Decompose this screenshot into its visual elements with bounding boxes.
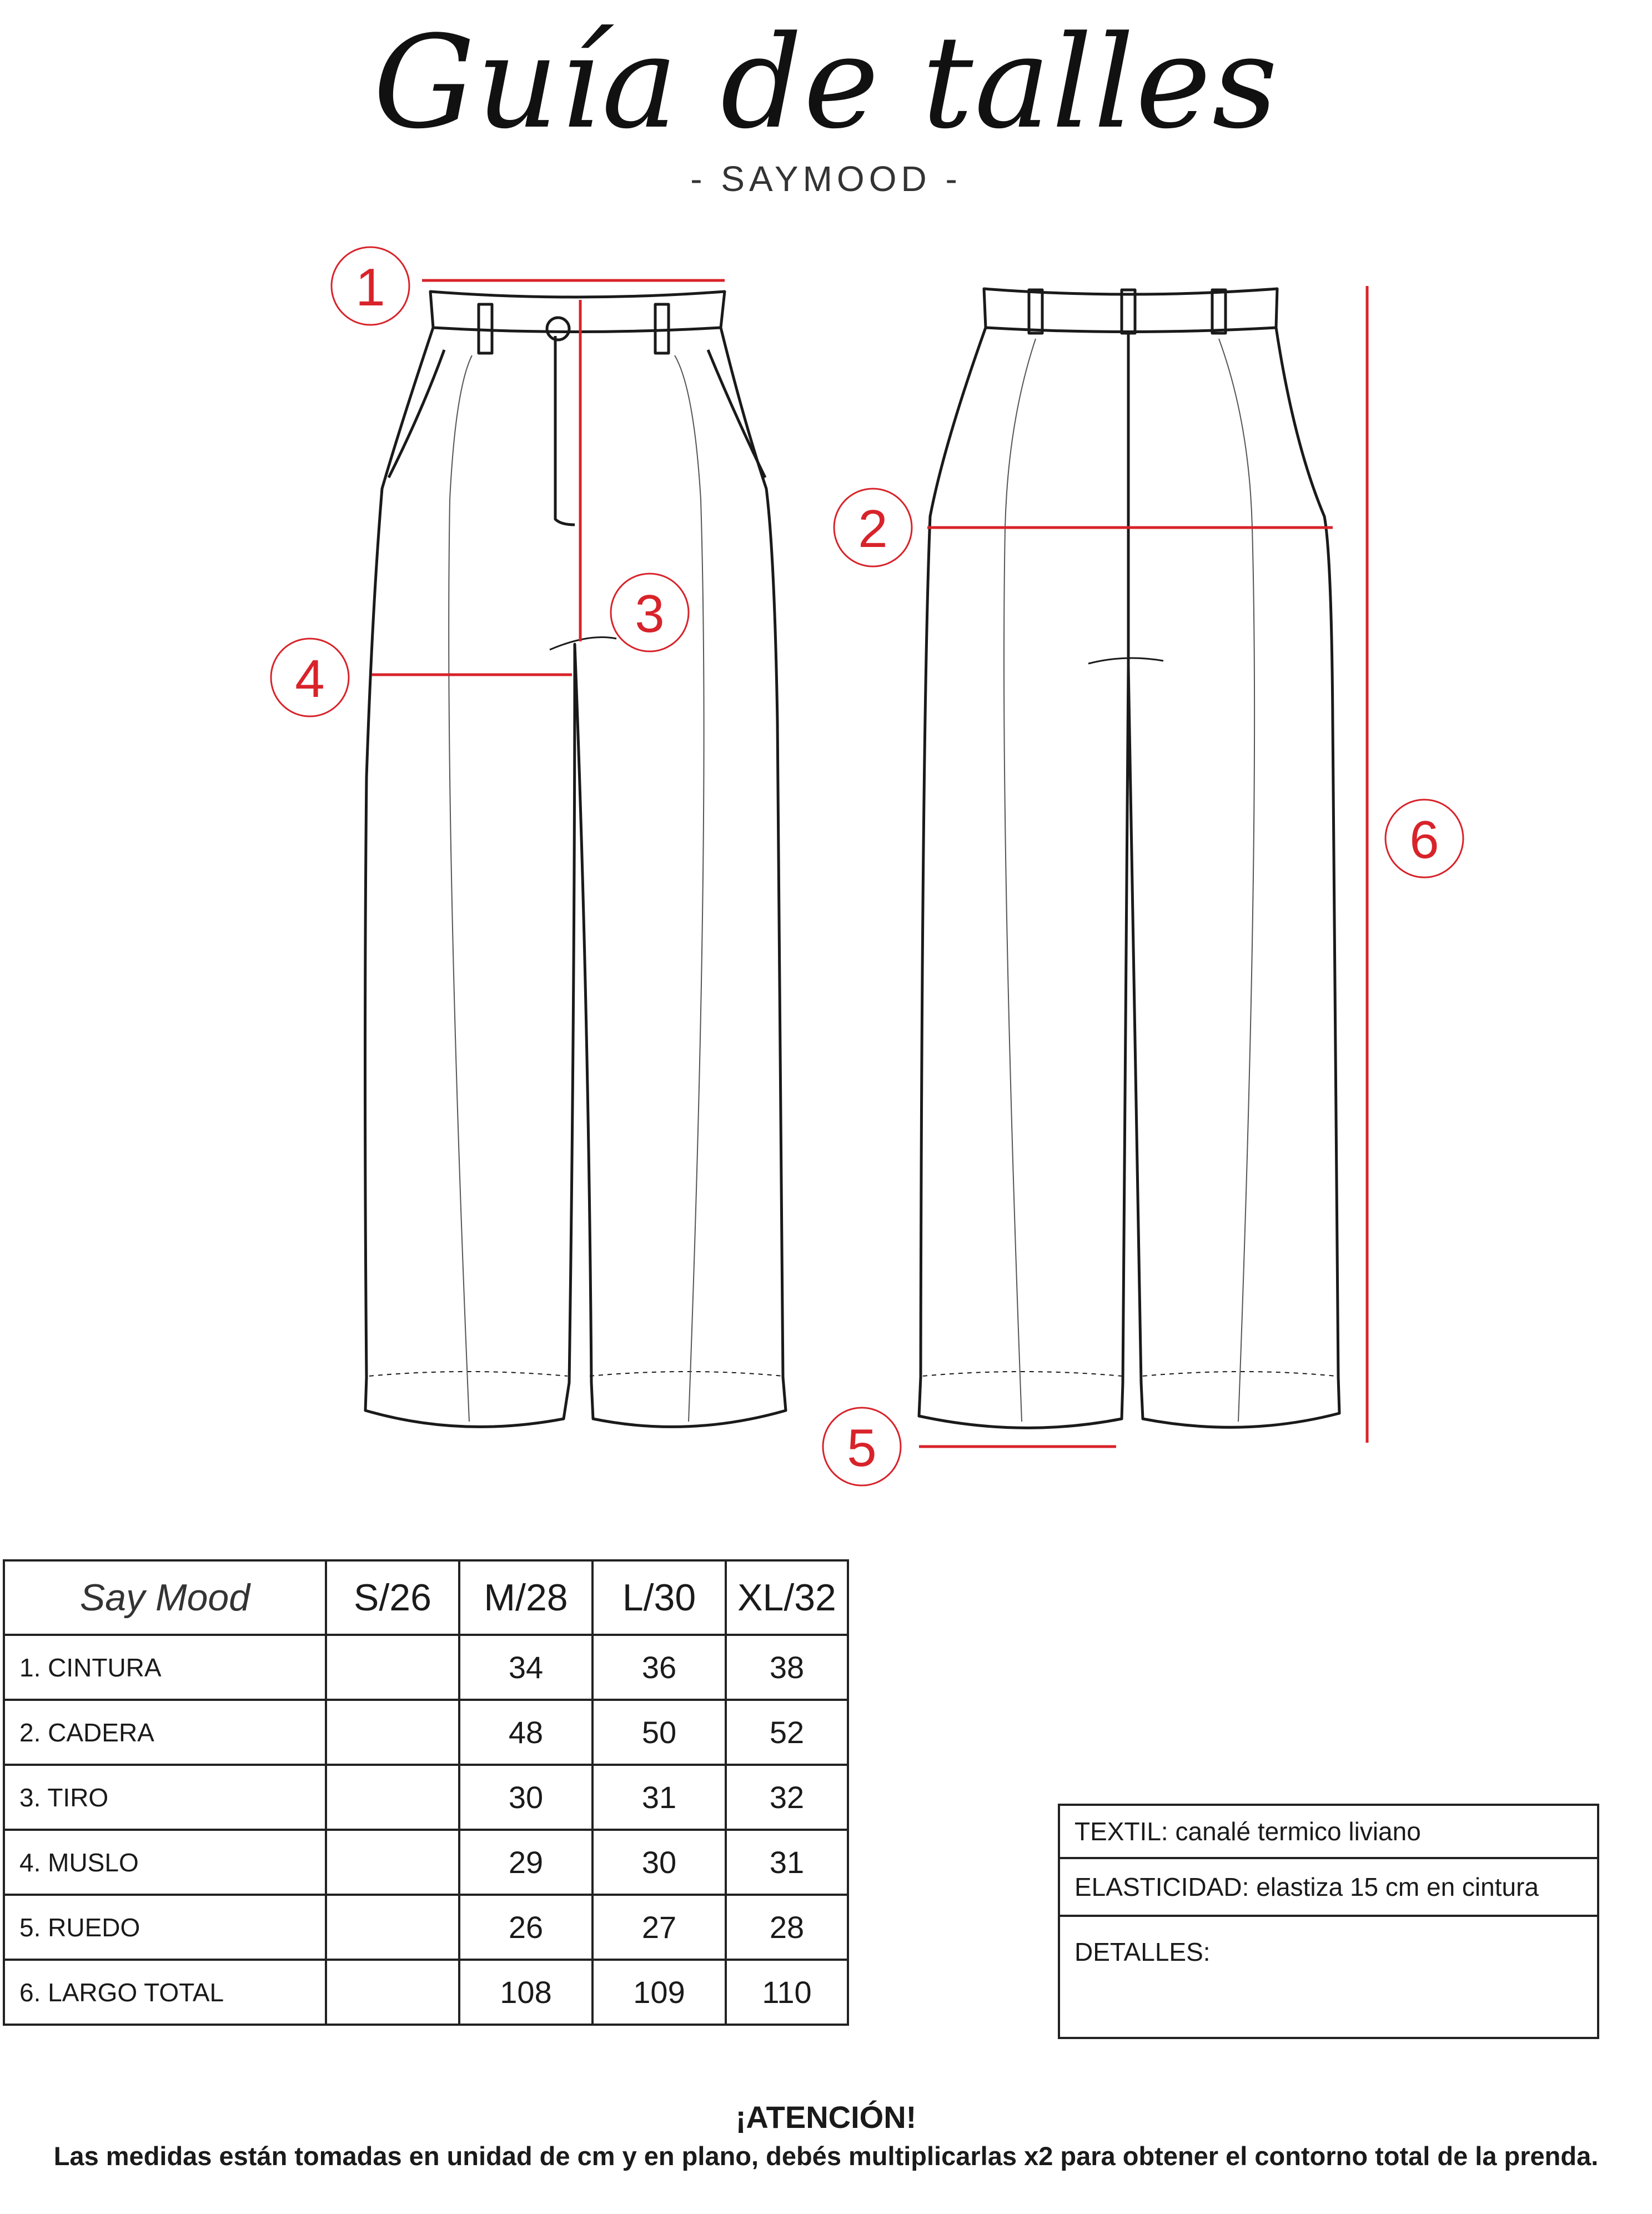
table-cell: 29 [459, 1830, 592, 1895]
table-row [1059, 1858, 1598, 1916]
table-cell: 30 [459, 1765, 592, 1830]
table-cell: 34 [459, 1635, 592, 1700]
table-cell: 110 [726, 1960, 848, 2025]
marker-3-label: 3 [635, 584, 665, 644]
size-column-header: XL/32 [726, 1560, 848, 1635]
table-cell: 50 [592, 1700, 726, 1765]
row-label: 4. MUSLO [4, 1830, 326, 1895]
size-column-header: M/28 [459, 1560, 592, 1635]
elasticity-info: ELASTICIDAD: elastiza 15 cm en cintura [1059, 1858, 1598, 1916]
notice-text: Las medidas están tomadas en unidad de cm y en plano, debés multiplicarlas x2 para obtener el contorno total de la prenda. [53, 2141, 1599, 2171]
table-cell [326, 1960, 459, 2025]
marker-6-label: 6 [1409, 810, 1439, 870]
table-row [1059, 1805, 1598, 1858]
table-row [4, 1635, 848, 1700]
pants-front-drawing [365, 292, 786, 1427]
table-row [4, 1960, 848, 2025]
table-cell [326, 1635, 459, 1700]
table-cell [326, 1830, 459, 1895]
table-cell [326, 1700, 459, 1765]
size-column-header: S/26 [326, 1560, 459, 1635]
table-row [4, 1895, 848, 1960]
table-cell: 31 [592, 1765, 726, 1830]
size-header-row [4, 1560, 848, 1635]
table-cell: 48 [459, 1700, 592, 1765]
table-row [1059, 1916, 1598, 2038]
table-row [4, 1700, 848, 1765]
table-cell: 26 [459, 1895, 592, 1960]
marker-1-label: 1 [355, 258, 385, 317]
table-cell: 38 [726, 1635, 848, 1700]
row-label: 3. TIRO [4, 1765, 326, 1830]
table-cell: 28 [726, 1895, 848, 1960]
size-column-header: L/30 [592, 1560, 726, 1635]
table-cell: 31 [726, 1830, 848, 1895]
brand-subtitle: - SAYMOOD - [690, 159, 962, 199]
fabric-info-table [1058, 1804, 1599, 2039]
page-title: Guía de talles [373, 9, 1279, 157]
table-cell [326, 1895, 459, 1960]
size-chart-table [3, 1559, 849, 2026]
brand-signature: Say Mood [4, 1560, 326, 1635]
row-label: 6. LARGO TOTAL [4, 1960, 326, 2025]
measurement-lines [372, 280, 1367, 1447]
table-cell: 32 [726, 1765, 848, 1830]
table-cell: 27 [592, 1895, 726, 1960]
table-row [4, 1830, 848, 1895]
notice-title: ¡ATENCIÓN! [735, 2100, 917, 2135]
pants-back-drawing [919, 289, 1339, 1428]
table-cell: 108 [459, 1960, 592, 2025]
row-label: 2. CADERA [4, 1700, 326, 1765]
details-info: DETALLES: [1059, 1916, 1598, 2038]
marker-4-label: 4 [295, 649, 325, 709]
marker-2-label: 2 [858, 499, 888, 559]
table-cell: 109 [592, 1960, 726, 2025]
table-cell [326, 1765, 459, 1830]
table-cell: 36 [592, 1635, 726, 1700]
marker-5-label: 5 [847, 1418, 877, 1478]
row-label: 5. RUEDO [4, 1895, 326, 1960]
textil-info: TEXTIL: canalé termico liviano [1059, 1805, 1598, 1858]
table-cell: 30 [592, 1830, 726, 1895]
table-cell: 52 [726, 1700, 848, 1765]
pants-front-creases [449, 355, 704, 1422]
row-label: 1. CINTURA [4, 1635, 326, 1700]
table-row [4, 1765, 848, 1830]
